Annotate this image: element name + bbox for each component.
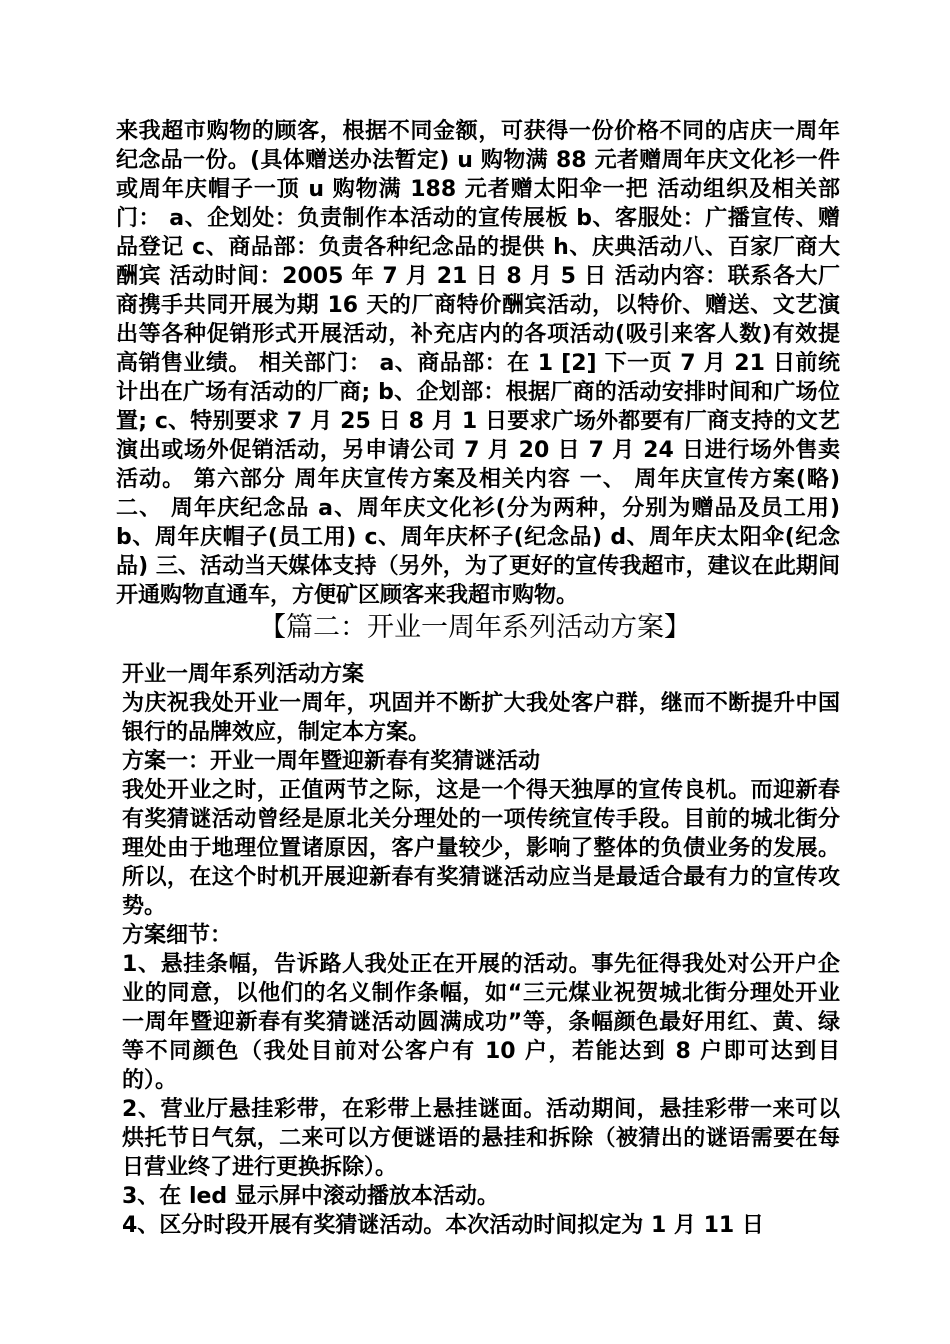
section-body xyxy=(116,660,840,1238)
body-paragraph-continued: 来我超市购物的顾客，根据不同金额，可获得一份价格不同的店庆一周年纪念品一份。(具体赠送办法暂定) u 购物满 88 元者赠周年庆文化衫一件或周年庆帽子一顶 u 购物满 188 元者赠太阳伞一把 活动组织及相关部门： a、企划处：负责制作本活动的宣传展板 b、客服处：广播宣传、赠品登记 c、商品部：负责各种纪念品的提供 h、庆典活动八、百家厂商大酬宾 活动时间：2005 年 7 月 21 日 8 月 5 日 活动内容：联系各大厂商携手共同开展为期 16 天的厂商特价酬宾活动，以特价、赠送、文艺演出等各种促销形式开展活动，补充店内的各项活动(吸引来客人数)有效提高销售业绩。 相关部门： a、商品部：在 1 [2] 下一页 7 月 21 日前统计出在广场有活动的厂商; b、企划部：根据厂商的活动安排时间和广场位置; c、特别要求 7 月 25 日 8 月 1 日要求广场外都要有厂商支持的文艺演出或场外促销活动，另申请公司 7 月 20 日 7 月 24 日进行场外售卖活动。 第六部分 周年庆宣传方案及相关内容 一、 周年庆宣传方案(略) 二、 周年庆纪念品 a、周年庆文化衫(分为两种，分别为赠品及员工用) b、周年庆帽子(员工用) c、周年庆杯子(纪念品) d、周年庆太阳伞(纪念品) 三、活动当天媒体支持（另外，为了更好的宣传我超市，建议在此期间开通购物直通车，方便矿区顾客来我超市购物。 xyxy=(116,119,840,608)
plan-one-heading: 方案一：开业一周年暨迎新春有奖猜谜活动 xyxy=(122,749,541,774)
background-paragraph: 我处开业之时，正值两节之际，这是一个得天独厚的宣传良机。而迎新春有奖猜谜活动曾经是原北关分理处的一项传统宣传手段。目前的城北街分理处由于地理位置诸原因，客户量较少，影响了整体的负债业务的发展。所以，在这个时机开展迎新春有奖猜谜活动应当是最适合最有力的宣传攻势。 xyxy=(122,778,840,919)
detail-item-1: 1、悬挂条幅，告诉路人我处正在开展的活动。事先征得我处对公开户企业的同意，以他们的名义制作条幅，如“三元煤业祝贺城北街分理处开业一周年暨迎新春有奖猜谜活动圆满成功”等，条幅颜色最好用红、黄、绿等不同颜色（我处目前对公客户有 10 户，若能达到 8 户即可达到目的）。 xyxy=(122,952,840,1093)
section-heading: 【篇二：开业一周年系列活动方案】 xyxy=(259,612,691,643)
detail-item-3: 3、在 led 显示屏中滚动播放本活动。 xyxy=(122,1184,499,1209)
detail-item-4: 4、区分时段开展有奖猜谜活动。本次活动时间拟定为 1 月 11 日 xyxy=(122,1213,764,1238)
detail-item-2: 2、营业厅悬挂彩带，在彩带上悬挂谜面。活动期间，悬挂彩带一来可以烘托节日气氛，二来可以方便谜语的悬挂和拆除（被猜出的谜语需要在每日营业终了进行更换拆除）。 xyxy=(122,1097,840,1180)
plan-title: 开业一周年系列活动方案 xyxy=(122,662,365,687)
intro-paragraph: 为庆祝我处开业一周年，巩固并不断扩大我处客户群，继而不断提升中国银行的品牌效应，制定本方案。 xyxy=(122,691,840,745)
details-heading: 方案细节： xyxy=(122,923,233,948)
